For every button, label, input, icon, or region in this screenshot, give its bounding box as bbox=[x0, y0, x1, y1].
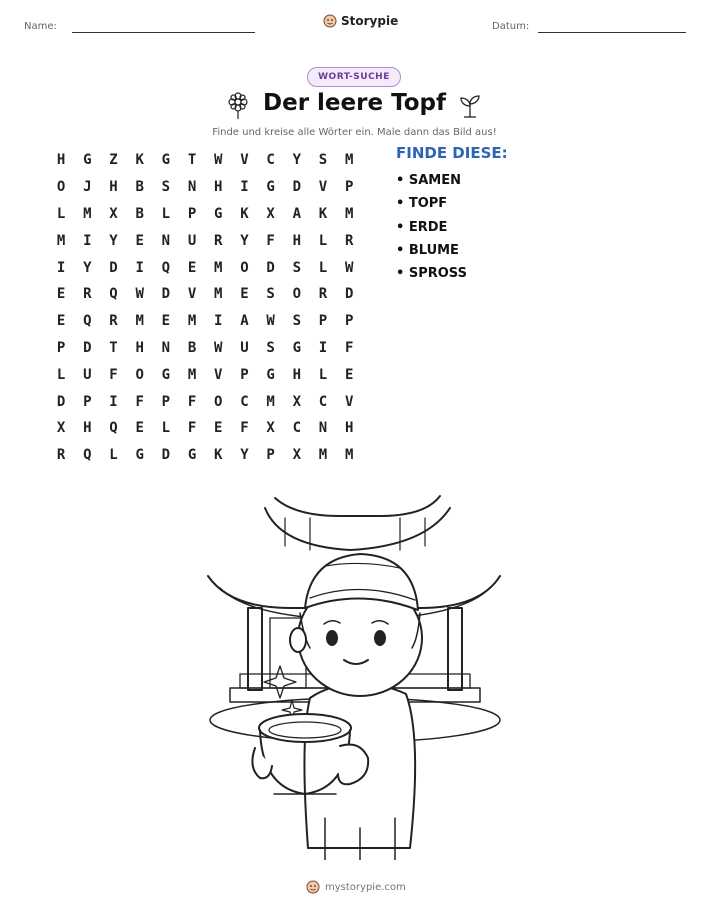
grid-letter[interactable]: K bbox=[240, 205, 249, 222]
grid-letter[interactable]: E bbox=[240, 286, 249, 303]
grid-letter[interactable]: M bbox=[344, 447, 354, 464]
grid-letter[interactable]: V bbox=[344, 393, 354, 410]
grid-letter[interactable]: S bbox=[318, 152, 328, 169]
grid-letter[interactable]: W bbox=[214, 152, 223, 169]
grid-row bbox=[48, 201, 362, 228]
grid-letter[interactable]: X bbox=[56, 420, 66, 437]
grid-letter[interactable]: S bbox=[161, 179, 171, 196]
grid-letter[interactable]: H bbox=[292, 366, 301, 383]
grid-letter[interactable]: M bbox=[344, 152, 354, 169]
grid-letter[interactable]: P bbox=[344, 313, 354, 330]
grid-letter[interactable]: U bbox=[83, 366, 92, 383]
grid-letter[interactable]: M bbox=[344, 205, 354, 222]
grid-row bbox=[48, 415, 362, 442]
word-search-grid bbox=[48, 147, 362, 469]
word-item: • TOPF bbox=[396, 196, 448, 212]
grid-letter[interactable]: E bbox=[344, 366, 354, 383]
grid-letter[interactable]: G bbox=[266, 179, 275, 196]
grid-letter[interactable]: M bbox=[214, 286, 223, 303]
grid-letter[interactable]: M bbox=[83, 205, 92, 222]
grid-letter[interactable]: R bbox=[318, 286, 328, 303]
grid-letter[interactable]: T bbox=[187, 152, 197, 169]
page-title: Der leere Topf bbox=[263, 90, 446, 116]
grid-letter[interactable]: Y bbox=[292, 152, 301, 169]
grid-letter[interactable]: G bbox=[135, 447, 144, 464]
grid-letter[interactable]: F bbox=[344, 339, 354, 356]
storypie-icon bbox=[323, 14, 337, 28]
grid-letter[interactable]: O bbox=[214, 393, 223, 410]
grid-letter[interactable]: H bbox=[56, 152, 66, 169]
grid-letter[interactable]: G bbox=[187, 447, 197, 464]
grid-letter[interactable]: M bbox=[135, 313, 144, 330]
grid-letter[interactable]: E bbox=[161, 313, 171, 330]
word-item: • ERDE bbox=[396, 219, 448, 235]
grid-letter[interactable]: E bbox=[56, 286, 66, 303]
grid-letter[interactable]: R bbox=[214, 232, 223, 249]
grid-letter[interactable]: E bbox=[187, 259, 197, 276]
grid-letter[interactable]: L bbox=[161, 420, 171, 437]
grid-letter[interactable]: H bbox=[292, 232, 301, 249]
grid-letter[interactable]: K bbox=[214, 447, 223, 464]
grid-letter[interactable]: X bbox=[109, 205, 118, 222]
grid-letter[interactable]: W bbox=[135, 286, 144, 303]
grid-letter[interactable]: G bbox=[83, 152, 92, 169]
instructions: Finde und kreise alle Wörter ein. Male dann das Bild aus! bbox=[212, 127, 497, 138]
grid-letter[interactable]: D bbox=[83, 339, 92, 356]
grid-letter[interactable]: I bbox=[83, 232, 92, 249]
grid-letter[interactable]: E bbox=[56, 313, 66, 330]
grid-letter[interactable]: G bbox=[266, 366, 275, 383]
grid-letter[interactable]: S bbox=[266, 286, 275, 303]
grid-letter[interactable]: F bbox=[187, 420, 197, 437]
grid-letter[interactable]: P bbox=[187, 205, 197, 222]
grid-letter[interactable]: N bbox=[318, 420, 328, 437]
grid-letter[interactable]: G bbox=[161, 366, 171, 383]
grid-letter[interactable]: O bbox=[240, 259, 249, 276]
grid-letter[interactable]: V bbox=[240, 152, 249, 169]
grid-letter[interactable]: S bbox=[292, 313, 301, 330]
grid-letter[interactable]: P bbox=[56, 339, 66, 356]
grid-letter[interactable]: Q bbox=[83, 313, 92, 330]
grid-letter[interactable]: K bbox=[135, 152, 144, 169]
grid-letter[interactable]: I bbox=[135, 259, 144, 276]
grid-letter[interactable]: L bbox=[109, 447, 118, 464]
grid-letter[interactable]: C bbox=[318, 393, 328, 410]
grid-letter[interactable]: F bbox=[135, 393, 144, 410]
grid-letter[interactable]: N bbox=[161, 339, 171, 356]
grid-letter[interactable]: X bbox=[292, 447, 301, 464]
brand-name: Storypie bbox=[341, 14, 399, 28]
grid-row bbox=[48, 361, 362, 388]
grid-letter[interactable]: D bbox=[161, 286, 171, 303]
grid-letter[interactable]: B bbox=[187, 339, 197, 356]
grid-letter[interactable]: F bbox=[187, 393, 197, 410]
grid-letter[interactable]: X bbox=[292, 393, 301, 410]
grid-letter[interactable]: V bbox=[214, 366, 223, 383]
grid-letter[interactable]: R bbox=[56, 447, 66, 464]
grid-letter[interactable]: D bbox=[344, 286, 354, 303]
word-item: • SAMEN bbox=[396, 173, 461, 188]
grid-letter[interactable]: Z bbox=[109, 152, 118, 169]
word-item: • SPROSS bbox=[396, 266, 467, 282]
word-list bbox=[396, 172, 467, 288]
grid-letter[interactable]: K bbox=[318, 205, 328, 222]
grid-letter[interactable]: I bbox=[109, 393, 118, 410]
grid-row bbox=[48, 335, 362, 362]
grid-letter[interactable]: T bbox=[109, 339, 118, 356]
grid-letter[interactable]: F bbox=[109, 366, 118, 383]
grid-letter[interactable]: E bbox=[135, 232, 144, 249]
grid-letter[interactable]: M bbox=[187, 366, 197, 383]
grid-letter[interactable]: P bbox=[161, 393, 171, 410]
grid-row bbox=[48, 254, 362, 281]
grid-letter[interactable]: J bbox=[83, 179, 92, 196]
grid-letter[interactable]: Y bbox=[83, 259, 92, 276]
grid-letter[interactable]: M bbox=[266, 393, 275, 410]
grid-letter[interactable]: M bbox=[214, 259, 223, 276]
grid-letter[interactable]: Q bbox=[109, 420, 118, 437]
grid-letter[interactable]: H bbox=[135, 339, 144, 356]
coloring-illustration bbox=[200, 488, 510, 860]
grid-letter[interactable]: M bbox=[56, 232, 66, 249]
grid-letter[interactable]: C bbox=[292, 420, 301, 437]
grid-letter[interactable]: G bbox=[214, 205, 223, 222]
grid-letter[interactable]: X bbox=[266, 420, 275, 437]
brand-logo bbox=[323, 14, 398, 28]
storypie-icon bbox=[306, 880, 320, 894]
grid-letter[interactable]: Q bbox=[161, 259, 171, 276]
sprout-icon bbox=[459, 94, 481, 118]
grid-row bbox=[48, 442, 362, 469]
grid-letter[interactable]: G bbox=[161, 152, 171, 169]
grid-letter[interactable]: Y bbox=[240, 232, 249, 249]
grid-letter[interactable]: W bbox=[344, 259, 354, 276]
grid-letter[interactable]: U bbox=[240, 339, 249, 356]
grid-letter[interactable]: D bbox=[161, 447, 171, 464]
grid-letter[interactable]: D bbox=[56, 393, 66, 410]
grid-letter[interactable]: L bbox=[161, 205, 171, 222]
word-item: • BLUME bbox=[396, 242, 459, 258]
grid-letter[interactable]: W bbox=[266, 313, 275, 330]
grid-letter[interactable]: Q bbox=[109, 286, 118, 303]
grid-letter[interactable]: D bbox=[109, 259, 118, 276]
grid-letter[interactable]: L bbox=[318, 232, 328, 249]
grid-letter[interactable]: H bbox=[83, 420, 92, 437]
grid-letter[interactable]: B bbox=[135, 205, 144, 222]
grid-letter[interactable]: R bbox=[344, 232, 354, 249]
grid-letter[interactable]: I bbox=[240, 179, 249, 196]
grid-row bbox=[48, 281, 362, 308]
activity-badge: WORT-SUCHE bbox=[307, 67, 401, 87]
grid-letter[interactable]: B bbox=[135, 179, 144, 196]
grid-letter[interactable]: Y bbox=[109, 232, 118, 249]
grid-letter[interactable]: L bbox=[56, 366, 66, 383]
grid-letter[interactable]: R bbox=[83, 286, 92, 303]
grid-letter[interactable]: A bbox=[240, 313, 249, 330]
grid-letter[interactable]: P bbox=[266, 447, 275, 464]
grid-letter[interactable]: H bbox=[109, 179, 118, 196]
grid-letter[interactable]: W bbox=[214, 339, 223, 356]
grid-letter[interactable]: P bbox=[240, 366, 249, 383]
grid-letter[interactable]: X bbox=[266, 205, 275, 222]
grid-letter[interactable]: M bbox=[187, 313, 197, 330]
grid-letter[interactable]: C bbox=[240, 393, 249, 410]
grid-letter[interactable]: E bbox=[135, 420, 144, 437]
grid-letter[interactable]: I bbox=[318, 339, 328, 356]
grid-row bbox=[48, 308, 362, 335]
find-title: FINDE DIESE: bbox=[396, 144, 508, 162]
grid-row bbox=[48, 388, 362, 415]
grid-letter[interactable]: S bbox=[266, 339, 275, 356]
footer bbox=[306, 880, 406, 894]
date-line[interactable] bbox=[538, 32, 686, 33]
grid-letter[interactable]: D bbox=[266, 259, 275, 276]
name-label: Name: bbox=[24, 21, 57, 32]
grid-letter[interactable]: O bbox=[56, 179, 66, 196]
grid-letter[interactable]: L bbox=[318, 366, 328, 383]
date-label: Datum: bbox=[492, 21, 530, 32]
grid-letter[interactable]: Y bbox=[240, 447, 249, 464]
grid-row bbox=[48, 227, 362, 254]
grid-letter[interactable]: I bbox=[56, 259, 66, 276]
grid-letter[interactable]: U bbox=[187, 232, 197, 249]
name-line[interactable] bbox=[72, 32, 255, 33]
grid-letter[interactable]: H bbox=[344, 420, 354, 437]
grid-letter[interactable]: P bbox=[344, 179, 354, 196]
grid-letter[interactable]: N bbox=[187, 179, 197, 196]
grid-letter[interactable]: A bbox=[292, 205, 301, 222]
grid-letter[interactable]: F bbox=[240, 420, 249, 437]
grid-row bbox=[48, 174, 362, 201]
grid-letter[interactable]: L bbox=[318, 259, 328, 276]
grid-letter[interactable]: L bbox=[56, 205, 66, 222]
grid-letter[interactable]: G bbox=[292, 339, 301, 356]
grid-letter[interactable]: S bbox=[292, 259, 301, 276]
grid-letter[interactable]: F bbox=[266, 232, 275, 249]
grid-letter[interactable]: H bbox=[214, 179, 223, 196]
grid-letter[interactable]: C bbox=[266, 152, 275, 169]
grid-letter[interactable]: M bbox=[318, 447, 328, 464]
grid-letter[interactable]: O bbox=[292, 286, 301, 303]
grid-letter[interactable]: I bbox=[214, 313, 223, 330]
grid-letter[interactable]: Q bbox=[83, 447, 92, 464]
grid-letter[interactable]: V bbox=[318, 179, 328, 196]
grid-letter[interactable]: P bbox=[83, 393, 92, 410]
grid-letter[interactable]: V bbox=[187, 286, 197, 303]
grid-row bbox=[48, 147, 362, 174]
grid-letter[interactable]: O bbox=[135, 366, 144, 383]
grid-letter[interactable]: D bbox=[292, 179, 301, 196]
grid-letter[interactable]: N bbox=[161, 232, 171, 249]
grid-letter[interactable]: R bbox=[109, 313, 118, 330]
footer-url[interactable]: mystorypie.com bbox=[325, 881, 406, 893]
grid-letter[interactable]: P bbox=[318, 313, 328, 330]
grid-letter[interactable]: E bbox=[214, 420, 223, 437]
